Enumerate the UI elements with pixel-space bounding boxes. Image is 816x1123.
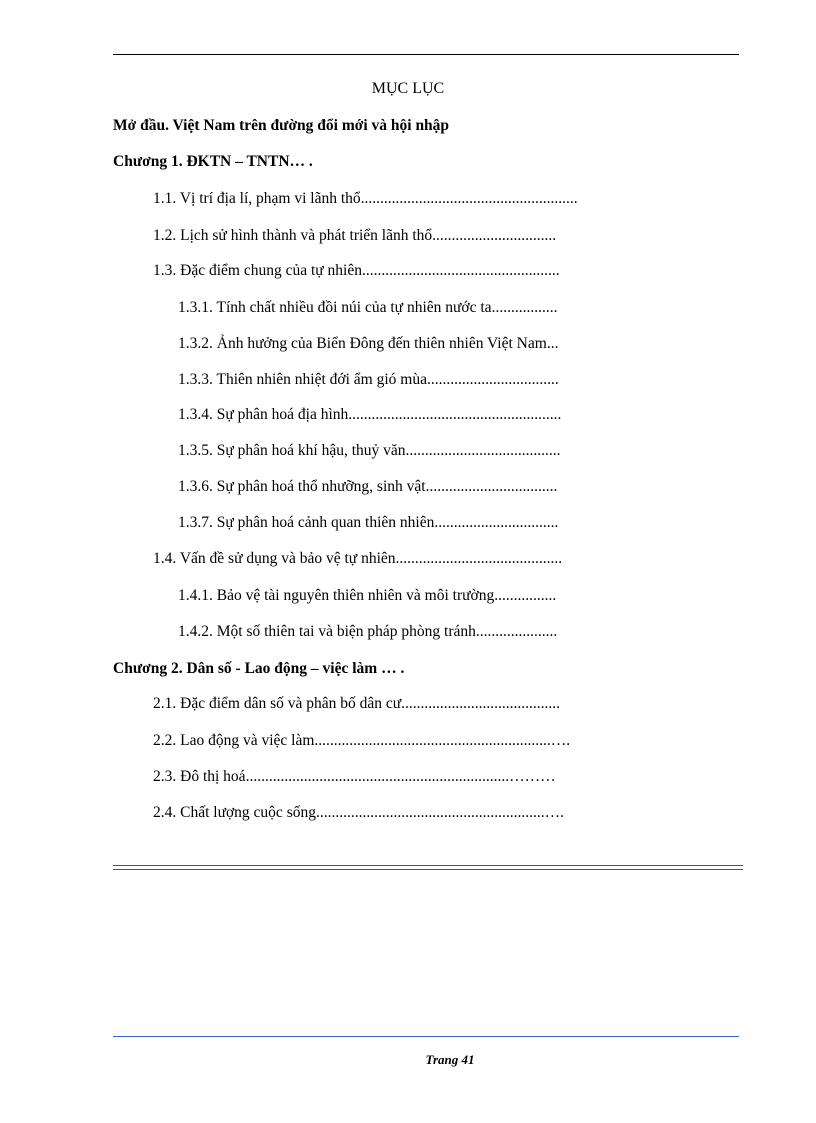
toc-entry-1-1[interactable]: 1.1. Vị trí địa lí, phạm vi lãnh thổ........................................................	[153, 190, 578, 207]
toc-entry-1-3-3[interactable]: 1.3.3. Thiên nhiên nhiệt đới ẩm gió mùa..................................	[178, 371, 559, 388]
header-rule	[113, 54, 739, 55]
page-number: Trang 41	[425, 1052, 475, 1067]
toc-entry-1-3-1[interactable]: 1.3.1. Tính chất nhiều đồi núi của tự nhiên nước ta.................	[178, 299, 558, 316]
toc-entry-1-3[interactable]: 1.3. Đặc điểm chung của tự nhiên...................................................	[153, 262, 560, 279]
toc-entry-intro[interactable]: Mở đầu. Việt Nam trên đường đổi mới và hội nhập	[113, 117, 450, 134]
toc-entry-1-2[interactable]: 1.2. Lịch sử hình thành và phát triển lãnh thổ................................	[153, 227, 557, 244]
toc-entry-1-4[interactable]: 1.4. Vấn đề sử dụng và bảo vệ tự nhiên...........................................	[153, 550, 563, 567]
toc-entry-1-3-5[interactable]: 1.3.5. Sự phân hoá khí hậu, thuỷ văn........................................	[178, 442, 561, 459]
toc-entry-chapter-1[interactable]: Chương 1. ĐKTN – TNTN… .	[113, 153, 313, 170]
toc-entry-1-3-4[interactable]: 1.3.4. Sự phân hoá địa hình.......................................................	[178, 406, 562, 423]
toc-entry-1-3-6[interactable]: 1.3.6. Sự phân hoá thổ nhưỡng, sinh vật..................................	[178, 478, 558, 495]
toc-entry-2-1[interactable]: 2.1. Đặc điểm dân số và phân bố dân cư.........................................	[153, 695, 561, 712]
footer-rule	[113, 1036, 739, 1037]
toc-entry-1-3-7[interactable]: 1.3.7. Sự phân hoá cảnh quan thiên nhiên................................	[178, 514, 559, 531]
toc-entry-2-3[interactable]: 2.3. Đô thị hoá....................................................................………	[153, 768, 556, 785]
page-title: MỤC LỤC	[371, 80, 445, 97]
section-end-double-rule	[113, 865, 743, 870]
toc-entry-2-4[interactable]: 2.4. Chất lượng cuộc sống...........................................................….	[153, 804, 564, 821]
toc-entry-chapter-2[interactable]: Chương 2. Dân số - Lao động – việc làm … .	[113, 660, 405, 677]
toc-entry-1-4-2[interactable]: 1.4.2. Một số thiên tai và biện pháp phòng tránh.....................	[178, 623, 558, 640]
toc-entry-1-4-1[interactable]: 1.4.1. Bảo vệ tài nguyên thiên nhiên và môi trường................	[178, 587, 557, 604]
toc-entry-2-2[interactable]: 2.2. Lao động và việc làm.............................................................….	[153, 732, 571, 749]
toc-entry-1-3-2[interactable]: 1.3.2. Ảnh hưởng của Biển Đông đến thiên nhiên Việt Nam...	[178, 335, 559, 352]
